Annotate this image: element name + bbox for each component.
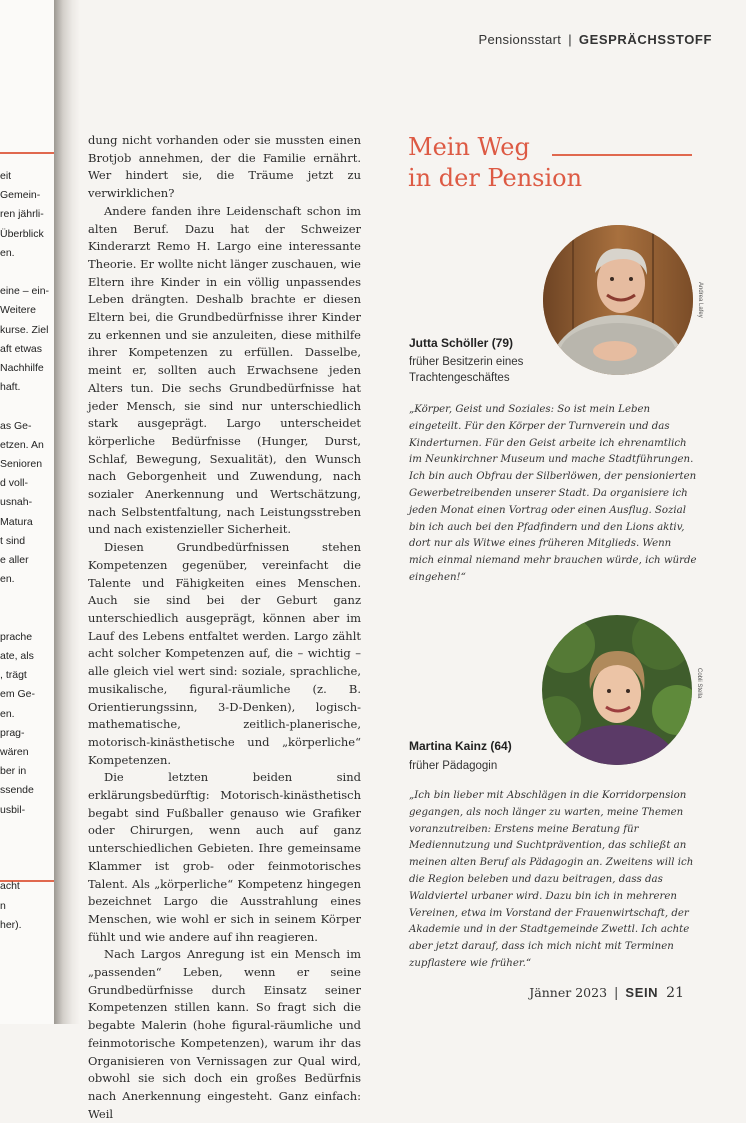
previous-page-edge	[0, 0, 55, 1024]
photo-credit: Andrea Lafey	[697, 282, 703, 318]
left-page-text: Gemein-	[0, 189, 41, 202]
left-page-text: eit	[0, 170, 12, 182]
left-page-text: ren jährli-	[0, 208, 44, 221]
page-header	[479, 32, 712, 47]
left-page-text: Weitere	[0, 304, 36, 317]
page-footer	[529, 985, 684, 1001]
left-page-text: eine – ein-	[0, 285, 50, 298]
header-separator: |	[568, 32, 572, 47]
portrait-illustration	[542, 615, 692, 765]
footer-issue: Jänner 2023	[529, 985, 608, 1000]
left-page-text: usnah-	[0, 496, 33, 509]
body-paragraph: Diesen Grundbedürfnissen stehen Kompetenzen gegenüber, vereinfacht die Talente und Fähigkeiten eines Menschen. Auch sie sind bei der Geburt ganz unterschiedlich ausgeprägt, können aber im Lauf des Lebens entfaltet werden. Largo zählt acht solcher Kompetenzen auf, die – wichtig – alle gleich viel wert sind: soziale, sprachliche, musikalische, figural-räumliche (z. B. Orientierungssinn, 3-D-Denken), logisch-mathematische, zeitlich-planerische, motorisch-kinästhetische und „körperliche“ Kompetenzen.	[88, 540, 361, 767]
title-rule	[552, 154, 692, 156]
left-page-text: , trägt	[0, 669, 27, 682]
left-page-text: Senioren	[0, 458, 43, 470]
left-page-text: e aller	[0, 554, 29, 566]
left-page-text: etzen. An	[0, 438, 44, 451]
profile-role: früher Besitzerin eines Trachtengeschäftes	[409, 356, 524, 384]
left-page-text: ber in	[0, 765, 27, 778]
left-page-text: ate, als	[0, 650, 34, 662]
left-page-text: en.	[0, 573, 15, 586]
body-paragraph: Die letzten beiden sind erklärungsbedürftig: Motorisch-kinästhetisch begabt sind Fußballer genauso wie Grafiker oder Chirurgen, wenn auch auf ganz unterschiedlichen Gebieten. Ihre gemeinsame Klammer ist grob- oder feinmotorisches Talent. Als „körperliche“ Kompetenz hingegen bezeichnet Largo die Ausstrahlung eines Menschen, wie wohl er sich in seinem Körper fühlt und wie andere auf ihn reagieren.	[88, 770, 361, 944]
left-page-text: em Ge-	[0, 688, 36, 701]
header-section: Pensionsstart	[478, 32, 562, 47]
left-page-text: prache	[0, 630, 33, 643]
profile-quote: „Ich bin lieber mit Abschlägen in die Korridorpension gegangen, als noch länger zu warten, meine Themen voranzutreiben: Erstens meine Beratung für Mediennutzung und Suchtprävention, das schließt an meinen alten Beruf als Pädagogin an. Zweitens will ich die Region beleben und dazu beitragen, dass das Waldviertel urbaner wird. Dazu bin ich in mehreren Vereinen, etwa im Vorstand der Frauenwirtschaft, der Akademie und in der Stadtgemeinde Zwettl. Ich achte aber jetzt darauf, dass ich mich nicht mit Terminen zupflastere wie früher.“	[409, 790, 694, 969]
left-page-text: prag-	[0, 726, 25, 739]
left-page-rule	[0, 152, 54, 154]
left-page-text: kurse. Ziel	[0, 323, 49, 336]
left-page-text: Nachhilfe	[0, 362, 44, 374]
portrait-illustration	[543, 225, 693, 375]
left-page-text: en.	[0, 246, 15, 259]
left-page-text: acht	[0, 880, 20, 893]
page-gutter	[54, 0, 80, 1024]
article-title-line: in der Pension	[408, 164, 583, 192]
body-paragraph: Nach Largos Anregung ist ein Mensch im „passenden“ Leben, wenn er seine Grundbedürfnisse durch Einsatz seiner Kompetenzen stillen kann. So fragt sich die begabte Malerin (hohe figural-räumliche und feinmotorische Kompetenzen), warum ihr das Organisieren von Vernissagen zur Qual wird, obwohl sie sich doch ein großes Bedürfnis nach Anerkennung eingesteht. Ganz einfach: Weil	[88, 947, 361, 1121]
left-page-text: haft.	[0, 381, 21, 394]
photo-credit: Cobli Stella	[696, 668, 702, 699]
page-number: 21	[666, 985, 684, 1001]
header-category: GESPRÄCHSSTOFF	[578, 32, 712, 47]
left-page-text: t sind	[0, 534, 26, 547]
left-page-text: d voll-	[0, 477, 29, 490]
left-page-text: Matura	[0, 515, 33, 528]
footer-separator: |	[614, 986, 619, 1001]
left-page-text: usbil-	[0, 803, 26, 816]
portrait-photo-martina	[542, 615, 692, 765]
article-title-line: Mein Weg	[408, 133, 530, 161]
portrait-photo-jutta	[543, 225, 693, 375]
footer-magazine: SEIN	[625, 985, 659, 1000]
body-paragraph: Andere fanden ihre Leidenschaft schon im alten Beruf. Dazu hat der Schweizer Kinderarzt Remo H. Largo eine interessante Theorie. Er wollte nicht länger zuschauen, wie Eltern ihre Kinder in ein völlig unpassendes Leben drängten. Deshalb brachte er diesen Eltern bei, die Grundbedürfnisse ihrer Kinder zu erkennen und sie anzuleiten, diese mithilfe ihrer Kompetenzen zu erfüllen. Dasselbe, meint er, sollten auch Erwachsene jeden Alters tun. Die sechs Grundbedürfnisse hat jeder Mensch, sie sind nur unterschiedlich stark ausgeprägt. Largo unterscheidet körperliche Bedürfnisse (Hunger, Durst, Schlaf, Bewegung, Sexualität), den Wunsch nach Geborgenheit und Zuwendung, nach sozialer Anerkennung und Wertschätzung, nach Selbstentfaltung, nach Leistungsstreben und nach existenzieller Sicherheit.	[88, 203, 361, 537]
body-paragraph: dung nicht vorhanden oder sie mussten einen Brotjob annehmen, der die Familie ernährt. Wer hindert sie, die Träume jetzt zu verwirklichen?	[88, 133, 361, 201]
profile-quote: „Körper, Geist und Soziales: So ist mein Leben eingeteilt. Für den Körper der Turnverein und das Kinderturnen. Für den Geist arbeite ich ehrenamtlich im Neunkirchner Museum und mache Stadtführungen. Ich bin auch Obfrau der Silberlöwen, der pensionierten Gewerbetreibenden unserer Stadt. Da organisiere ich jeden Monat einen Vortrag oder einen Ausflug. Sozial bin ich auch bei den Pfadfindern und den Lions aktiv, dort nur als Witwe eines früheren Mitglieds. Wenn mich einmal niemand mehr brauchen würde, ich würde eingehen!“	[409, 404, 697, 583]
left-page-text: n	[0, 899, 6, 912]
left-page-text: her).	[0, 918, 22, 931]
profile-role: früher Pädagogin	[409, 760, 498, 772]
article-body-column	[88, 132, 361, 1123]
left-page-text: aft etwas	[0, 342, 43, 355]
article-title	[408, 132, 708, 194]
profile-name: Martina Kainz (64)	[409, 739, 512, 753]
left-page-text: wären	[0, 746, 29, 758]
profile-name: Jutta Schöller (79)	[409, 336, 514, 350]
left-page-text: en.	[0, 707, 15, 720]
left-page-text: as Ge-	[0, 419, 32, 432]
left-page-text: ssende	[0, 784, 34, 797]
left-page-text: Überblick	[0, 227, 44, 240]
